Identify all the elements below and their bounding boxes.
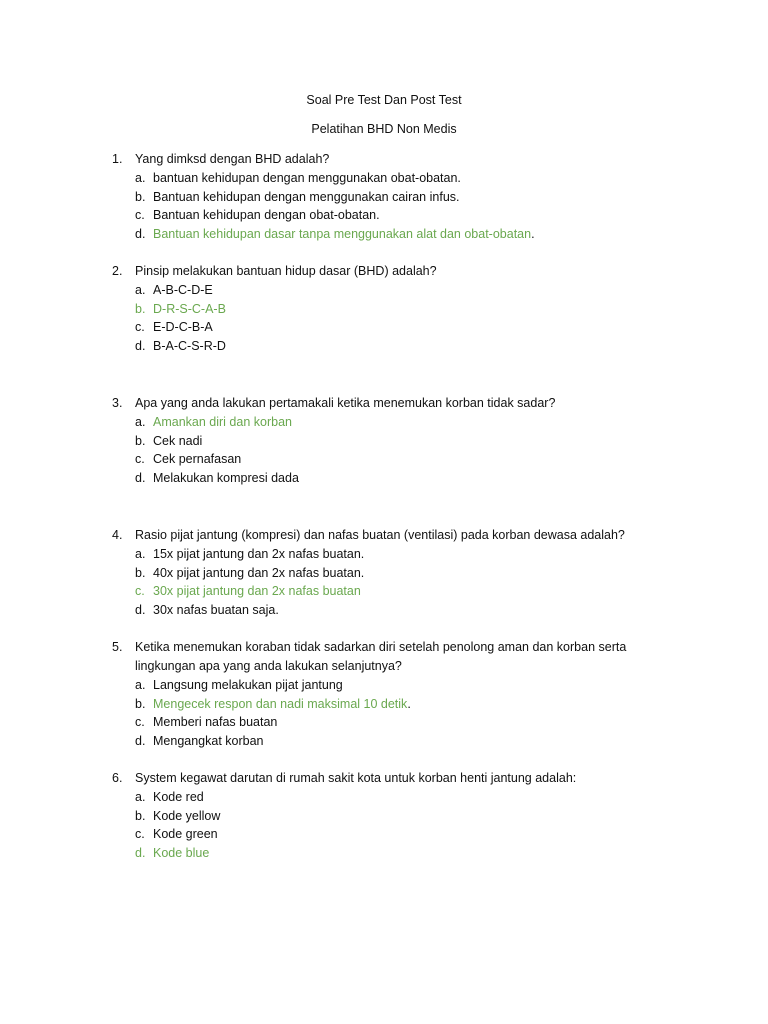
option-b (112, 432, 652, 451)
option-letter: b. (135, 433, 146, 448)
option-a (112, 281, 652, 300)
option-letter: a. (135, 678, 146, 692)
option-letter: c. (135, 452, 145, 467)
question-6 (112, 769, 652, 863)
option-text: Mengecek respon dan nadi maksimal 10 detik (153, 696, 408, 711)
option-a (112, 788, 652, 807)
option-text: A-B-C-D-E (153, 283, 213, 297)
option-letter: c. (135, 208, 145, 223)
question-text: Rasio pijat jantung (kompresi) dan nafas buatan (ventilasi) pada korban dewasa adalah? (135, 528, 625, 542)
option-text: Cek nadi (153, 433, 203, 448)
question-3 (112, 394, 652, 488)
option-c (112, 713, 652, 732)
option-text: Melakukan kompresi dada (153, 471, 299, 486)
option-d-correct-answer (112, 225, 652, 244)
question-4 (112, 526, 652, 620)
option-text: 30x pijat jantung dan 2x nafas buatan (153, 584, 361, 599)
question-text: Apa yang anda lakukan pertamakali ketika menemukan korban tidak sadar? (135, 396, 556, 410)
option-text: 40x pijat jantung dan 2x nafas buatan. (153, 565, 365, 580)
option-text: Kode red (153, 790, 204, 804)
question-text: System kegawat darutan di rumah sakit kota untuk korban henti jantung adalah: (135, 771, 577, 785)
option-text: Bantuan kehidupan dasar tanpa menggunakan alat dan obat-obatan (153, 227, 532, 242)
option-letter: a. (135, 415, 146, 429)
option-b-correct-answer (112, 695, 652, 714)
option-c (112, 825, 652, 844)
option-text: Cek pernafasan (153, 452, 242, 467)
question-number: 3. (112, 396, 123, 410)
option-letter: b. (135, 189, 146, 204)
question-text: Yang dimksd dengan BHD adalah? (135, 152, 330, 166)
option-text: bantuan kehidupan dengan menggunakan obat-obatan. (153, 171, 461, 185)
option-letter: a. (135, 790, 146, 804)
question-text: Ketika menemukan koraban tidak sadarkan diri setelah penolong aman dan korban serta (135, 640, 627, 654)
option-b (112, 188, 652, 207)
option-letter: b. (135, 301, 146, 316)
option-text: Bantuan kehidupan dengan obat-obatan. (153, 208, 380, 223)
option-c-correct-answer (112, 582, 652, 601)
question-text: Pinsip melakukan bantuan hidup dasar (BHD) adalah? (135, 264, 437, 278)
option-letter: a. (135, 171, 146, 185)
option-letter: a. (135, 547, 146, 561)
option-d (112, 732, 652, 751)
option-a (112, 676, 652, 695)
option-suffix: . (531, 227, 535, 242)
question-number: 2. (112, 264, 123, 278)
option-c (112, 450, 652, 469)
question-2 (112, 262, 652, 356)
option-letter: d. (135, 471, 146, 486)
option-letter: d. (135, 734, 146, 749)
question-1 (112, 150, 652, 244)
option-a (112, 545, 652, 564)
option-text: Kode blue (153, 846, 210, 861)
option-d-correct-answer (112, 844, 652, 863)
option-letter: d. (135, 227, 146, 242)
option-text: B-A-C-S-R-D (153, 339, 226, 354)
option-c (112, 318, 652, 337)
option-d (112, 469, 652, 488)
option-b-correct-answer (112, 300, 652, 319)
option-c (112, 206, 652, 225)
question-number: 5. (112, 640, 123, 654)
document-subtitle: Pelatihan BHD Non Medis (311, 122, 457, 136)
option-letter: d. (135, 846, 146, 861)
question-5 (112, 638, 652, 751)
option-text: D-R-S-C-A-B (153, 301, 226, 316)
option-a (112, 169, 652, 188)
option-d (112, 337, 652, 356)
option-letter: c. (135, 827, 145, 842)
option-text: Bantuan kehidupan dengan menggunakan cairan infus. (153, 189, 460, 204)
option-suffix: . (407, 696, 411, 711)
option-letter: b. (135, 808, 146, 823)
option-a-correct-answer (112, 413, 652, 432)
question-text-continued: lingkungan apa yang anda lakukan selanjutnya? (135, 659, 402, 673)
option-text: Kode yellow (153, 808, 221, 823)
option-letter: c. (135, 715, 145, 730)
option-text: Amankan diri dan korban (153, 415, 292, 429)
option-text: 30x nafas buatan saja. (153, 603, 279, 618)
option-b (112, 564, 652, 583)
question-number: 6. (112, 771, 123, 785)
option-letter: a. (135, 283, 146, 297)
option-text: Mengangkat korban (153, 734, 264, 749)
option-text: Kode green (153, 827, 218, 842)
option-letter: c. (135, 320, 145, 335)
option-d (112, 601, 652, 620)
question-number: 4. (112, 528, 123, 542)
option-letter: d. (135, 339, 146, 354)
option-text: Langsung melakukan pijat jantung (153, 678, 343, 692)
option-letter: d. (135, 603, 146, 618)
option-text: E-D-C-B-A (153, 320, 213, 335)
question-number: 1. (112, 152, 123, 166)
option-letter: c. (135, 584, 145, 599)
option-text: Memberi nafas buatan (153, 715, 278, 730)
option-letter: b. (135, 565, 146, 580)
option-text: 15x pijat jantung dan 2x nafas buatan. (153, 547, 365, 561)
option-b (112, 807, 652, 826)
option-letter: b. (135, 696, 146, 711)
document-title: Soal Pre Test Dan Post Test (306, 93, 462, 107)
